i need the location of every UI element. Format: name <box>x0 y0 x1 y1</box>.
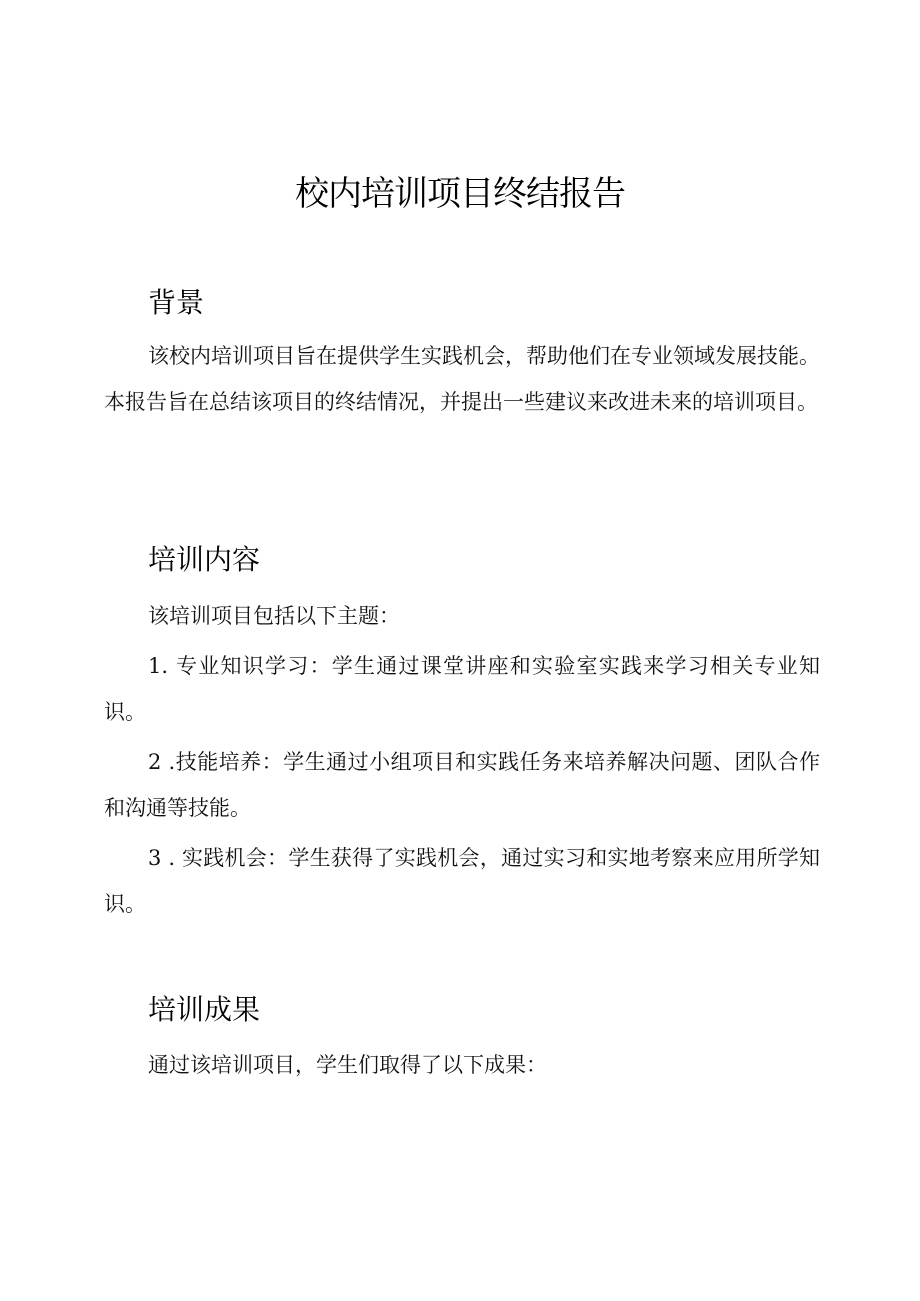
section-heading-background: 背景 <box>148 286 205 319</box>
training-results-intro: 通过该培训项目，学生们取得了以下成果： <box>148 1053 547 1077</box>
document-title: 校内培训项目终结报告 <box>295 174 625 214</box>
training-content-item-2: 2 .技能培养：学生通过小组项目和实践任务来培养解决问题、团队合作和沟通等技能。 <box>104 750 820 820</box>
training-content-item-1: 1. 专业知识学习：学生通过课堂讲座和实验室实践来学习相关专业知识。 <box>104 654 820 724</box>
section-heading-training-content: 培训内容 <box>148 543 261 576</box>
background-paragraph: 该校内培训项目旨在提供学生实践机会，帮助他们在专业领域发展技能。本报告旨在总结该项目的终结情况，并提出一些建议来改进未来的培训项目。 <box>104 344 820 414</box>
section-heading-training-results: 培训成果 <box>148 993 261 1026</box>
training-content-item-3: 3 . 实践机会：学生获得了实践机会，通过实习和实地考察来应用所学知识。 <box>104 846 820 916</box>
training-content-intro: 该培训项目包括以下主题： <box>148 604 400 628</box>
